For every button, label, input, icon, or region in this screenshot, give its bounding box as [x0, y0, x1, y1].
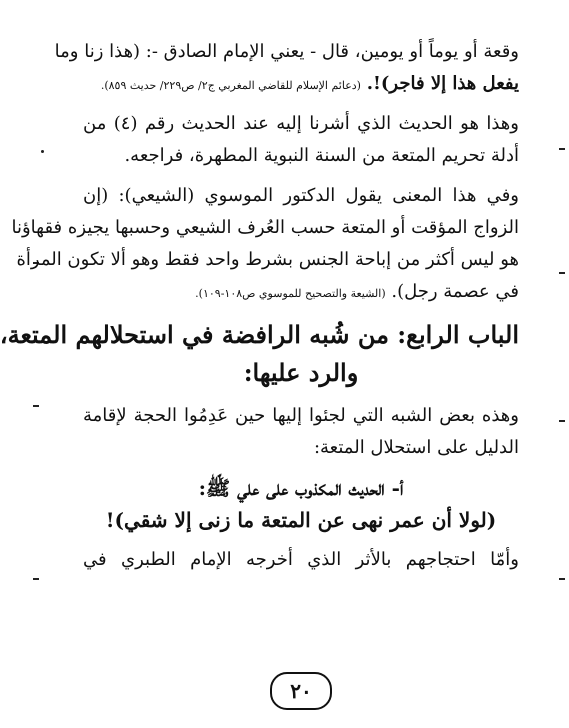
paragraph-1: [54, 36, 519, 100]
text-line: وهذا هو الحديث الذي أشرنا إليه عند الحديث رقم (٤) من: [83, 113, 519, 134]
text-line: الدليل على استحلال المتعة:: [313, 437, 519, 458]
page-number: ٢٠: [270, 672, 332, 710]
paragraph-5: [83, 544, 519, 576]
heading-line: والرد عليها:: [243, 358, 359, 387]
text-line: الزواج المؤقت أو المتعة حسب العُرف الشيعي وحسبها يجيزه فقهاؤنا: [11, 217, 519, 238]
margin-mark: [559, 272, 565, 274]
citation: (دعائم الإسلام للقاضي المغربي ج٢/ ص٢٢٩/ حديث ٨٥٩).: [100, 79, 361, 92]
paragraph-2: [83, 108, 519, 172]
text-line: أدلة تحريم المتعة من السنة النبوية المطهرة، فراجعه.: [124, 145, 519, 166]
text-line: [83, 68, 519, 100]
margin-mark: [41, 150, 44, 153]
margin-mark: [559, 420, 565, 422]
text-line: وفي هذا المعنى يقول الدكتور الموسوي (الشيعي): (إن: [83, 185, 519, 206]
quote-ending: يفعل هذا إلا فاجر)!.: [366, 73, 519, 94]
margin-mark: [33, 405, 39, 407]
quote-ending: في عصمة رجل).: [391, 281, 519, 302]
hadith-title: أ- الحديث المكذوب على علي ﷺ:: [198, 476, 404, 500]
text-line: وأمّا احتجاجهم بالأثر الذي أخرجه الإمام الطبري في: [83, 549, 519, 570]
chapter-heading: [0, 316, 519, 392]
heading-line: الباب الرابع: من شُبه الرافضة في استحلالهم المتعة،: [0, 320, 519, 349]
margin-mark: [33, 578, 39, 580]
paragraph-4: [83, 400, 519, 464]
paragraph-3: [11, 180, 519, 308]
page-footer: [33, 672, 569, 710]
text-line: هو ليس أكثر من إباحة الجنس بشرط واحد فقط وهو ألا تكون المرأة: [16, 249, 519, 270]
citation: (الشيعة والتصحيح للموسوي ص١٠٨-١٠٩).: [195, 287, 386, 300]
text-line: وهذه بعض الشبه التي لجئوا إليها حين عَدِمُوا الحجة لإقامة: [83, 405, 519, 426]
text-line: وقعة أو يوماً أو يومين، قال - يعني الإمام الصادق -: (هذا زنا وما: [54, 41, 519, 62]
hadith-text: (لولا أن عمر نهى عن المتعة ما زنى إلا شقي)!: [105, 508, 497, 532]
margin-mark: [559, 578, 565, 580]
page-text: [0, 36, 519, 576]
margin-mark: [559, 148, 565, 150]
text-line: [83, 276, 519, 308]
hadith-block: [83, 472, 519, 536]
